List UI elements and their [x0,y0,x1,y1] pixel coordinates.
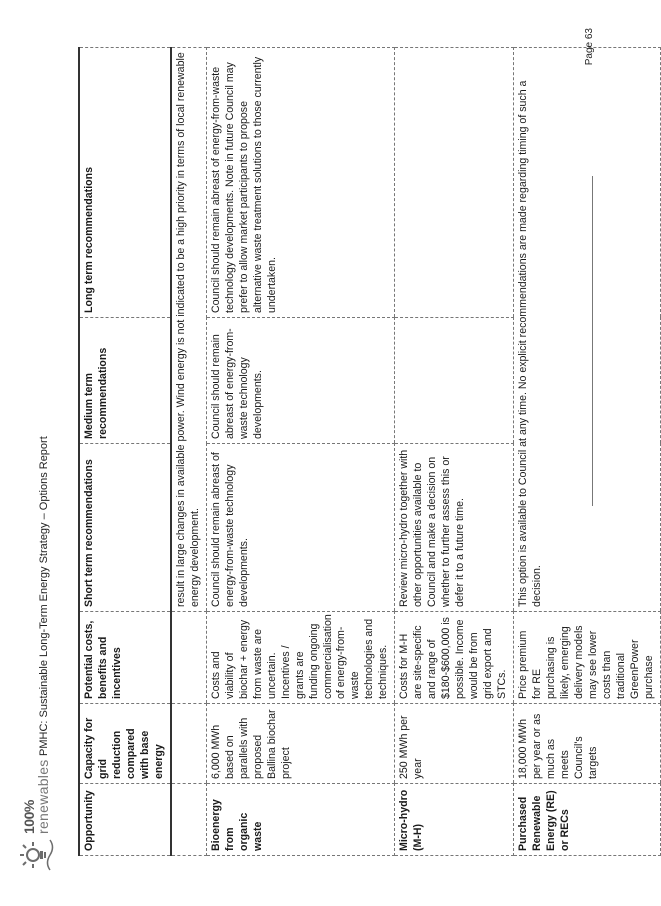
cell-long-term: Council should remain abreast of energy-from-waste technology developments. Note in future Council may prefer to allow market participants to propose alternative waste treatment solutions to those currently undertaken. [206,48,395,318]
page-header [16,759,56,872]
column-header-costs: Potential costs, benefits and incentives [79,612,171,704]
document-title: PMHC: Sustainable Long-Term Energy Strategy – Options Report [38,436,50,756]
table-row-bioenergy [206,48,395,856]
cell-opportunity: Bioenergy from organic waste [206,784,395,856]
table-row-purchased-re [514,48,661,856]
cell-opportunity: Purchased Renewable Energy (RE) or RECs [514,784,661,856]
column-header-opportunity: Opportunity [79,784,171,856]
column-header-long-term: Long term recommendations [79,48,171,318]
cell-opportunity: Micro-hydro (M-H) [395,784,514,856]
cell-costs: Price premium for RE purchasing is likely, emerging delivery models may see lower costs than traditional GreenPower purchase [514,612,661,704]
cell-capacity: 6,000 MWh based on parallels with proposed Ballina biochar project [206,704,395,784]
cell-option-note: This option is available to Council at any time. No explicit recommendations are made regarding timing of such a decision. [514,48,661,612]
logo-wordmark [22,759,50,834]
table-header-row [79,48,171,856]
cell-empty [171,784,206,856]
column-header-medium-term: Medium term recommendations [79,318,171,444]
cell-long-term [395,48,514,318]
column-header-capacity: Capacity for grid reduction compared with base energy [79,704,171,784]
cell-empty [171,612,206,704]
cell-short-term: Review micro-hydro together with other opportunities available to Council and make a decision on whether to further assess this or defer it to a future time. [395,444,514,612]
cell-medium-term: Council should remain abreast of energy-from-waste technology developments. [206,318,395,444]
cell-empty [171,704,206,784]
logo-renewables: renewables [35,759,51,834]
cell-costs: Costs for M-H are site-specific and range of $180-$600,000 is possible. Income would be from grid export and STCs. [395,612,514,704]
table-row-wind-continued [171,48,206,856]
cell-capacity: 250 MWh per year [395,704,514,784]
footer-divider [592,176,593,506]
cell-short-term: Council should remain abreast of energy-from-waste technology developments. [206,444,395,612]
logo-100: 100% [21,800,37,834]
cell-wind-note: result in large changes in available power. Wind energy is not indicated to be a high priority in terms of local renewable energy development. [171,48,206,612]
sun-bulb-icon [19,838,53,872]
page-number: Page 63 [584,28,595,66]
table-row-micro-hydro [395,48,514,856]
company-logo [19,759,53,872]
cell-costs: Costs and viability of biochar + energy from waste are uncertain. Incentives / grants are funding ongoing commercialisation of energy-from-waste technologies and techniques. [206,612,395,704]
cell-capacity: 18,000 MWh per year or as much as meets Council's targets [514,704,661,784]
options-table [78,47,661,856]
cell-medium-term [395,318,514,444]
column-header-short-term: Short term recommendations [79,444,171,612]
